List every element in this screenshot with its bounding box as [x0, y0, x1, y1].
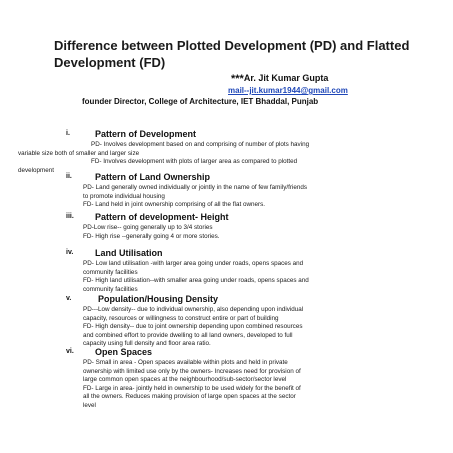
author-name: Ar. Jit Kumar Gupta — [243, 73, 329, 83]
section-body-line: community facilities — [83, 285, 138, 293]
section-body-line: PD- Involves development based on and comprising of number of plots having — [91, 141, 310, 148]
section-number: i. — [66, 130, 70, 137]
section-body-line: FD- Land held in joint ownership comprising of all the flat owners. — [83, 201, 266, 209]
section-body-line: PD-Low rise-- going generally up to 3/4 stories — [83, 224, 213, 231]
section-body-line: ownership with limited use only by the owners- Increases need for provision of — [83, 367, 301, 375]
section-body-line: FD- Involves development with plots of larger area as compared to plotted — [91, 158, 298, 166]
section-body-line: development — [18, 166, 55, 174]
author-email-link[interactable]: mail--jit.kumar1944@gmail.com — [228, 86, 348, 95]
section-body-line: PD- Low land utilisation -with larger area going under roads, opens spaces and — [83, 260, 304, 267]
section-body-line: capacity using full density and floor area ratio. — [83, 340, 211, 348]
section-heading: Open Spaces — [95, 347, 153, 357]
section-body-line: PD- Small in area - Open spaces available within plots and held in private — [83, 359, 288, 366]
section-body-line: and combined effort to provide dwelling to all land owners, developed to full — [83, 331, 293, 339]
section-body-line: to promote individual housing — [83, 192, 165, 200]
author-affiliation: founder Director, College of Architecture, IET Bhaddal, Punjab — [82, 97, 319, 106]
section-heading: Pattern of development- Height — [95, 212, 229, 222]
section-heading: Land Utilisation — [95, 248, 163, 258]
section-number: iv. — [66, 249, 74, 256]
author-stars: *** — [231, 73, 244, 85]
section-number: v. — [66, 295, 72, 302]
section-body-line: variable size both of smaller and larger size — [18, 149, 140, 157]
section-body-line: capacity, resources or willingness to construct entire or part of building — [83, 314, 279, 322]
section-heading: Pattern of Development — [95, 129, 197, 139]
section-heading: Population/Housing Density — [98, 294, 219, 304]
section-number: ii. — [66, 173, 72, 180]
section-body-line: all the owners. Reduces making provision of large open spaces at the sector — [83, 393, 296, 401]
section-body-line: community facilities — [83, 268, 138, 276]
section-body-line: PD---Low density-- due to individual ownership, also depending upon individual — [83, 306, 304, 313]
document-title: Difference between Plotted Development (PD) and Flatted Development (FD) — [54, 38, 410, 70]
section-heading: Pattern of Land Ownership — [95, 172, 211, 182]
section-body-line: FD- Large in area- jointly held in ownership to be used widely for the benefit of — [83, 384, 301, 392]
author-line — [231, 73, 328, 85]
section-number: iii. — [66, 213, 74, 220]
section-body-line: FD- High land utilisation--with smaller area going under roads, opens spaces and — [83, 277, 309, 285]
section-body-line: large common open spaces at the neighbourhood/sub-sector/sector level — [83, 376, 287, 384]
section-body-line: FD- High rise --generally going 4 or more stories. — [83, 232, 220, 240]
section-body-line: FD- High density-- due to joint ownership depending upon combined resources — [83, 323, 303, 331]
section-number: vi. — [66, 348, 74, 355]
section-body-line: PD- Land generally owned individually or jointly in the name of few family/friends — [83, 184, 308, 191]
section-body-line: level — [83, 402, 96, 409]
